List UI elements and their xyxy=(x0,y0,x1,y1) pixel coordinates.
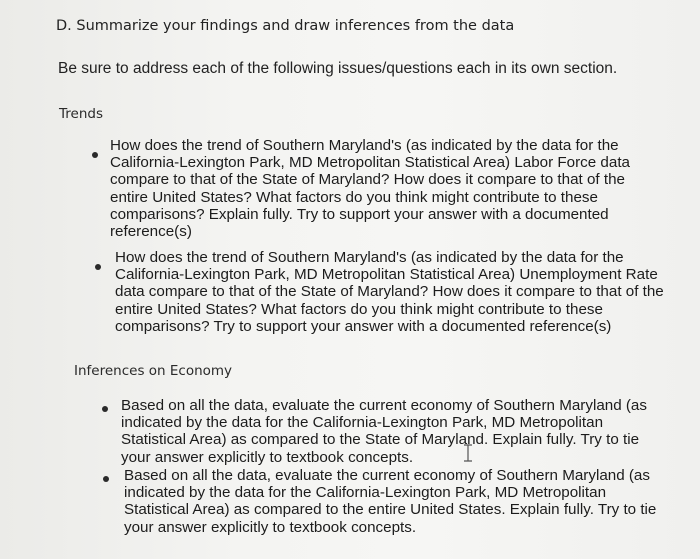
section-heading: D. Summarize your findings and draw inferences from the data xyxy=(56,18,515,34)
list-item: Based on all the data, evaluate the current economy of Southern Maryland (as indicated by the data for the California-Lexington Park, MD Metropolitan Statistical Area) as compared to the State of Maryland. Explain fully. Try to tie your answer explicitly to textbook concepts. xyxy=(121,397,647,466)
section-label-inferences: Inferences on Economy xyxy=(74,363,233,379)
bullet-icon xyxy=(103,476,109,482)
text-cursor-icon xyxy=(463,444,473,462)
list-item: Based on all the data, evaluate the current economy of Southern Maryland (as indicated by the data for the California-Lexington Park, MD Metropolitan Statistical Area) as compared to the entire United States. Explain fully. Try to tie your answer explicitly to textbook concepts. xyxy=(124,467,657,536)
bullet-icon xyxy=(92,152,98,158)
list-item: How does the trend of Southern Maryland's (as indicated by the data for the California-Lexington Park, MD Metropolitan Statistical Area) Unemployment Rate data compare to that of the State of Maryland? How does it compare to that of the entire United States? What factors do you think might contribute to these comparisons? Try to support your answer with a documented reference(s) xyxy=(115,249,664,335)
list-item: How does the trend of Southern Maryland's (as indicated by the data for the California-Lexington Park, MD Metropolitan Statistical Area) Labor Force data compare to that of the State of Maryland? How does it compare to that of the entire United States? What factors do you think might contribute to these comparisons? Explain fully. Try to support your answer with a documented reference(s) xyxy=(110,137,630,241)
instructions-text: Be sure to address each of the following issues/questions each in its own section. xyxy=(58,60,618,77)
bullet-icon xyxy=(102,406,108,412)
section-label-trends: Trends xyxy=(59,106,103,122)
bullet-icon xyxy=(95,264,101,270)
